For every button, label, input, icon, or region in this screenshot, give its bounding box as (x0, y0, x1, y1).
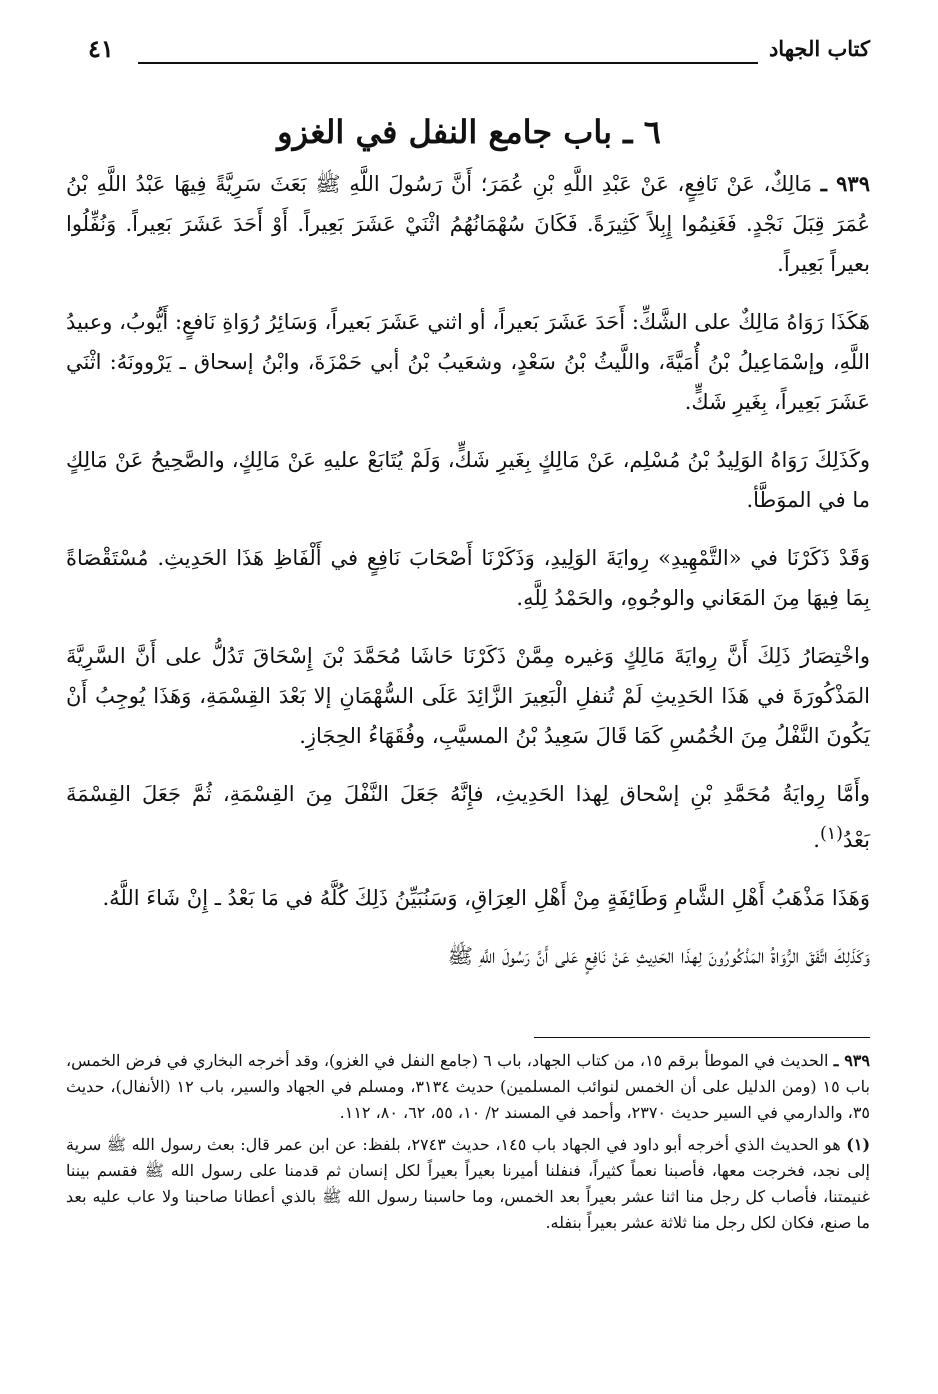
footnote-hadith (66, 1048, 870, 1126)
footnotes (66, 1048, 870, 1242)
commentary-paragraph-7: وَكَذَلِكَ اتَّفَقَ الرُّوَاةُ المَذْكُورُونَ لِهذَا الحَدِيثِ عَنْ نَافِعٍ عَلى أَنَّ رَسُولَ اللَّهِ ﷺ (447, 944, 870, 968)
commentary-paragraph-6: وَهَذَا مَذْهَبُ أَهْلِ الشَّامِ وَطَائِفَةٍ مِنْ أَهْلِ العِرَاقِ، وَسَنُبَيِّنُ ذَلِكَ كُلَّهُ في مَا بَعْدُ ـ إِنْ شَاءَ اللَّهُ. (102, 886, 870, 910)
hadith-number: ٩٣٩ ـ (820, 171, 870, 196)
header-rule (138, 62, 758, 64)
commentary-text: وأَمَّا رِوايَةُ مُحَمَّدِ بْنِ إسْحاق لِهذا الحَدِيثِ، فإِنَّهُ جَعَلَ النَّفْلَ مِنَ القِسْمَةِ، ثُمَّ جَعَلَ القِسْمَةَ بَعْدُ (66, 782, 870, 852)
chapter-title: ٦ ـ باب جامع النفل في الغزو (277, 113, 661, 151)
footnote-separator (534, 1037, 870, 1038)
running-header-book-title: كتاب الجهاد (768, 36, 870, 61)
main-text (66, 164, 870, 994)
footnote-number: ٩٣٩ ـ (833, 1051, 870, 1070)
commentary-paragraph-3: وَقَدْ ذَكَرْنَا في «التَّمْهِيدِ» رِوايَةَ الوَلِيدِ، وَذَكَرْنَا أَصْحَابَ نَافِعٍ في أَلْفَاظِ هَذَا الحَدِيثِ. مُسْتَقْصَاةً بِمَا فِيهَا مِنَ المَعَاني والوجُوهِ، والحَمْدُ لِلَّهِ. (66, 546, 870, 610)
footnote-reference[interactable]: (١) (819, 824, 843, 844)
hadith-paragraph (66, 164, 870, 284)
commentary-paragraph-4: واخْتِصَارُ ذَلِكَ أَنَّ رِوايَةَ مَالِكٍ وَغيره مِمَّنْ ذَكَرْنَا حَاشَا مُحَمَّدَ بْنَ إِسْحَاقَ تَدُلُّ على أَنَّ السَّرِيَّةَ المَذْكُورَةَ في هَذَا الحَدِيثِ لَمْ تُنفلِ الْبَعِيرَ الزَّائِدَ عَلَى السُّهْمَانِ إلا بَعْدَ القِسْمَةِ، وَهَذَا يُوجِبُ أَنْ يَكُونَ النَّفْلُ مِنَ الخُمُسِ كَمَا قَالَ سَعِيدُ بْنُ المسيَّبِ، وفُقَهَاءُ الحِجَازِ. (66, 644, 870, 748)
footnote-1 (66, 1132, 870, 1236)
footnote-number: (١) (846, 1135, 871, 1154)
commentary-paragraph-5 (66, 774, 870, 860)
sentence-end: . (813, 828, 820, 852)
footnote-text: الحديث في الموطأ برقم ١٥، من كتاب الجهاد، باب ٦ (جامع النفل في الغزو)، وقد أخرجه البخاري في فرض الخمس، باب ١٥ (ومن الدليل على أن الخمس لنوائب المسلمين) حديث ٣١٣٤، ومسلم في الجهاد والسير، باب ١٢ (الأنفال)، حديث ٣٥، والدارمي في السير حديث ٢٣٧٠، وأحمد في المسند ٢/ ١٠، ٥٥، ٦٢، ٨٠، ١١٢. (66, 1051, 870, 1122)
commentary-paragraph-2: وكَذَلِكَ رَوَاهُ الوَلِيدُ بْنُ مُسْلِم، عَنْ مَالِكٍ بِغَيرِ شَكٍّ، وَلَمْ يُتَابَعْ عليهِ عَنْ مَالِكٍ، والصَّحِيحُ عَنْ مَالِكٍ ما في الموَطَّأ. (66, 448, 870, 512)
footnote-text: هو الحديث الذي أخرجه أبو داود في الجهاد باب ١٤٥، حديث ٢٧٤٣، بلفظ: عن ابن عمر قال: بعث رسول الله ﷺ سرية إلى نجد، فخرجت معها، فأصبنا نعماً كثيراً، فنفلنا أميرنا بعيراً بعيراً لكل إنسان ثم قدمنا على رسول الله ﷺ فقسم بيننا غنيمتنا، فأصاب كل رجل منا اثنا عشر بعيراً بعد الخمس، وما حاسبنا رسول الله ﷺ بالذي أعطانا صاحبنا ولا عاب عليه بعد ما صنع، فكان لكل رجل منا ثلاثة عشر بعيراً بنفله. (66, 1135, 871, 1232)
hadith-text: مَالِكٌ، عَنْ نَافِعٍ، عَنْ عَبْدِ اللَّهِ بْنِ عُمَرَ؛ أَنَّ رَسُولَ اللَّهِ ﷺ بَعَثَ سَرِيَّةً فِيهَا عَبْدُ اللَّهِ بْنُ عُمَرَ قِبَلَ نَجْدٍ. فَغَنِمُوا إِبِلاً كَثِيرَةً. فَكَانَ سُهْمَانُهُمُ اثْنَيْ عَشَرَ بَعِيراً. أَوْ أَحَدَ عَشَرَ بَعِيراً. وَنُفِّلُوا بعيراً بَعِيراً. (66, 172, 870, 276)
commentary-paragraph-1: هَكَذَا رَوَاهُ مَالِكٌ على الشَّكِّ: أَحَدَ عَشَرَ بَعيراً، أو اثني عَشَرَ بَعيراً، وَسَائِرُ رُوَاةِ نَافعٍ: أَيُّوبُ، وعبيدُ اللَّهِ، وإسْمَاعِيلُ بْنُ أُمَيَّةَ، واللَّيثُ بْنُ سَعْدٍ، وشعَيبُ بْنُ أبي حَمْزَةَ، وابْنُ إسحاق ـ يَرْوونَهُ: اثْنَي عَشَرَ بَعِيراً، بِغَيرِ شَكٍّ. (66, 310, 870, 414)
page-number: ٤١ (88, 34, 114, 63)
